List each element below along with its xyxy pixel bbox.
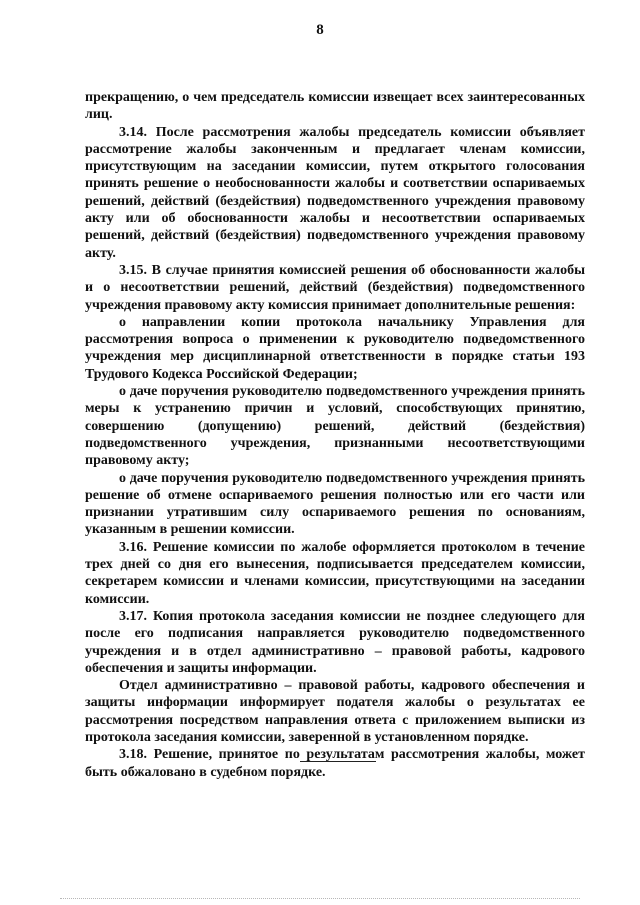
paragraph-3-15-item-2: о даче поручения руководителю подведомственного учреждения принять меры к устранению причин и условий, способствующих принятию, совершению (допущению) решений, действий (бездействия) подведомственного учреждения, признанными несоответствующими правовому акту; xyxy=(85,384,585,469)
document-body xyxy=(85,89,585,781)
paragraph-continuation: прекращению, о чем председатель комиссии извещает всех заинтересованных лиц. xyxy=(85,90,585,123)
page-number: 8 xyxy=(316,22,324,38)
paragraph-3-16: 3.16. Решение комиссии по жалобе оформляется протоколом в течение трех дней со дня его вынесения, подписывается председателем комиссии, секретарем комиссии и членами комиссии, присутствующими на заседании комиссии. xyxy=(85,539,585,607)
end-of-text-line xyxy=(300,761,376,762)
scan-artifact xyxy=(60,898,580,901)
paragraph-3-18: 3.18. Решение, принятое по результатам рассмотрения жалобы, может быть обжаловано в судебном порядке. xyxy=(85,747,585,780)
paragraph-3-15-item-1: о направлении копии протокола начальнику Управления для рассмотрения вопроса о применении к руководителю подведомственного учреждения мер дисциплинарной ответственности в порядке статьи 193 Трудового Кодекса Российской Федерации; xyxy=(85,314,585,382)
paragraph-3-15-item-3: о даче поручения руководителю подведомственного учреждения принять решение об отмене оспариваемого решения полностью или его части или признании утратившим силу оспариваемого решения по основаниям, указанным в решении комиссии. xyxy=(85,470,585,538)
paragraph-3-14: 3.14. После рассмотрения жалобы председатель комиссии объявляет рассмотрение жалобы законченным и предлагает членам комиссии, присутствующим на заседании комиссии, путем открытого голосования принять решение о необоснованности жалобы и соответствии оспариваемых решений, действий (бездействия) подведомственного учреждения правовому акту или об обоснованности жалобы и несоответствии оспариваемых решений, действий (бездействия) подведомственного учреждения правовому акту. xyxy=(85,124,585,261)
paragraph-3-15: 3.15. В случае принятия комиссией решения об обоснованности жалобы и о несоответствии решений, действий (бездействия) подведомственного учреждения правовому акту комиссия принимает дополнительные решения: xyxy=(85,262,585,313)
paragraph-3-17: 3.17. Копия протокола заседания комиссии не позднее следующего для после его подписания направляется руководителю подведомственного учреждения и в отдел административно – правовой работы, кадрового обеспечения и защиты информации. xyxy=(85,608,585,676)
paragraph-3-17-notice: Отдел административно – правовой работы, кадрового обеспечения и защиты информации информирует подателя жалобы о результатах ее рассмотрения посредством направления ответа с приложением выписки из протокола заседания комиссии, заверенной в установленном порядке. xyxy=(85,678,585,745)
